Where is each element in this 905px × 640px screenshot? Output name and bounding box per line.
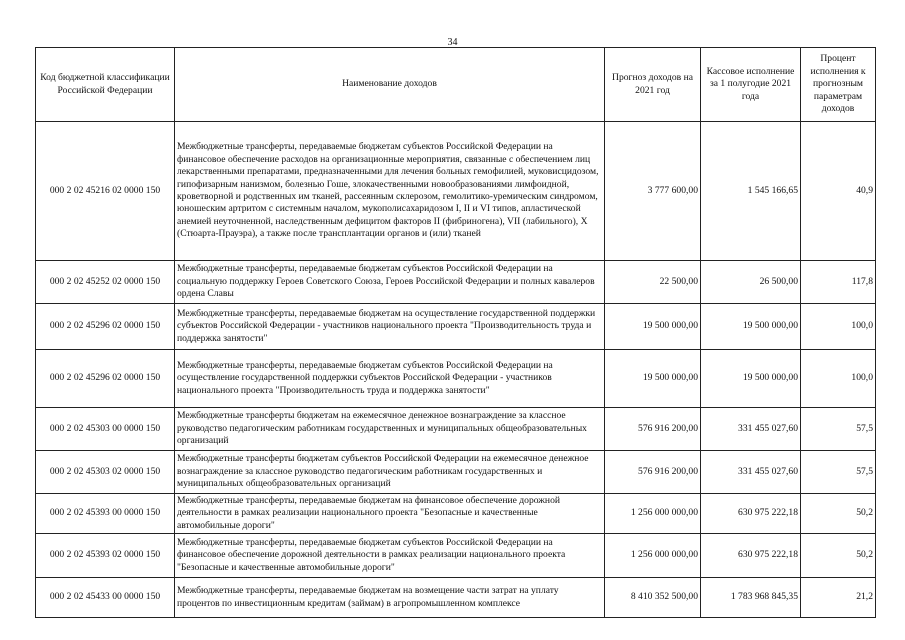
- table-row: [36, 261, 876, 304]
- row-cash: 630 975 222,18: [701, 534, 801, 578]
- row-code: 000 2 02 45433 00 0000 150: [36, 578, 175, 618]
- row-cash: 1 783 968 845,35: [701, 578, 801, 618]
- row-percent: 100,0: [801, 350, 876, 408]
- row-cash: 331 455 027,60: [701, 451, 801, 494]
- row-name: Межбюджетные трансферты, передаваемые бюджетам субъектов Российской Федерации на финансовое обеспечение дорожной деятельности в рамках реализации национального проекта "Безопасные и качественные автомобильные дороги": [175, 534, 605, 578]
- row-forecast: 22 500,00: [605, 261, 701, 304]
- table-row: [36, 350, 876, 408]
- row-code: 000 2 02 45216 02 0000 150: [36, 122, 175, 261]
- row-percent: 50,2: [801, 534, 876, 578]
- header-cash-execution: Кассовое исполнение за 1 полугодие 2021 года: [701, 48, 801, 122]
- budget-revenue-table: [35, 47, 876, 618]
- row-cash: 19 500 000,00: [701, 304, 801, 350]
- row-code: 000 2 02 45393 02 0000 150: [36, 534, 175, 578]
- header-name: Наименование доходов: [175, 48, 605, 122]
- row-name: Межбюджетные трансферты, передаваемые бюджетам субъектов Российской Федерации на осуществление государственной поддержки субъектов Российской Федерации - участников национального проекта "Производительность труда и поддержка занятости": [175, 350, 605, 408]
- row-code: 000 2 02 45393 00 0000 150: [36, 494, 175, 534]
- table-row: [36, 578, 876, 618]
- row-percent: 40,9: [801, 122, 876, 261]
- row-percent: 57,5: [801, 408, 876, 451]
- row-forecast: 1 256 000 000,00: [605, 534, 701, 578]
- row-code: 000 2 02 45296 02 0000 150: [36, 350, 175, 408]
- page-number: 34: [447, 37, 458, 48]
- row-forecast: 19 500 000,00: [605, 304, 701, 350]
- row-cash: 630 975 222,18: [701, 494, 801, 534]
- row-code: 000 2 02 45296 02 0000 150: [36, 304, 175, 350]
- row-code: 000 2 02 45303 00 0000 150: [36, 408, 175, 451]
- row-name: Межбюджетные трансферты, передаваемые бюджетам на финансовое обеспечение дорожной деятельности в рамках реализации национального проекта "Безопасные и качественные автомобильные дороги": [175, 494, 605, 534]
- row-code: 000 2 02 45252 02 0000 150: [36, 261, 175, 304]
- row-forecast: 3 777 600,00: [605, 122, 701, 261]
- row-forecast: 8 410 352 500,00: [605, 578, 701, 618]
- header-code: Код бюджетной классификации Российской Федерации: [36, 48, 175, 122]
- table-row: [36, 122, 876, 261]
- row-name: Межбюджетные трансферты, передаваемые бюджетам субъектов Российской Федерации на финансовое обеспечение расходов на организационные мероприятия, связанные с обеспечением лиц лекарственными препаратами, предназначенными для лечения больных гемофилией, муковисцидозом, гипофизарным нанизмом, болезнью Гоше, злокачественными новообразованиями лимфоидной, кроветворной и родственных им тканей, рассеянным склерозом, гемолитико-уремическим синдромом, юношеским артритом с системным началом, мукополисахаридозом I, II и VI типов, апластической анемией неуточненной, наследственным дефицитом факторов II (фибриногена), VII (лабильного), X (Стюарта-Прауэра), а также после трансплантации органов и (или) тканей: [175, 122, 605, 261]
- row-cash: 26 500,00: [701, 261, 801, 304]
- table-header-row: [36, 48, 876, 122]
- row-name: Межбюджетные трансферты, передаваемые бюджетам субъектов Российской Федерации на социальную поддержку Героев Советского Союза, Героев Российской Федерации и полных кавалеров ордена Славы: [175, 261, 605, 304]
- row-forecast: 576 916 200,00: [605, 451, 701, 494]
- row-forecast: 19 500 000,00: [605, 350, 701, 408]
- row-cash: 1 545 166,65: [701, 122, 801, 261]
- row-percent: 21,2: [801, 578, 876, 618]
- row-name: Межбюджетные трансферты бюджетам на ежемесячное денежное вознаграждение за классное руководство педагогическим работникам государственных и муниципальных общеобразовательных организаций: [175, 408, 605, 451]
- table-row: [36, 534, 876, 578]
- row-name: Межбюджетные трансферты, передаваемые бюджетам на возмещение части затрат на уплату процентов по инвестиционным кредитам (займам) в агропромышленном комплексе: [175, 578, 605, 618]
- row-cash: 331 455 027,60: [701, 408, 801, 451]
- row-percent: 117,8: [801, 261, 876, 304]
- row-percent: 50,2: [801, 494, 876, 534]
- table-row: [36, 451, 876, 494]
- table-row: [36, 408, 876, 451]
- header-percent: Процент исполнения к прогнозным параметрам доходов: [801, 48, 876, 122]
- row-code: 000 2 02 45303 02 0000 150: [36, 451, 175, 494]
- row-name: Межбюджетные трансферты, передаваемые бюджетам на осуществление государственной поддержки субъектов Российской Федерации - участников национального проекта "Производительность труда и поддержка занятости": [175, 304, 605, 350]
- row-forecast: 1 256 000 000,00: [605, 494, 701, 534]
- table-row: [36, 494, 876, 534]
- header-forecast: Прогноз доходов на 2021 год: [605, 48, 701, 122]
- row-forecast: 576 916 200,00: [605, 408, 701, 451]
- row-percent: 57,5: [801, 451, 876, 494]
- row-cash: 19 500 000,00: [701, 350, 801, 408]
- row-name: Межбюджетные трансферты бюджетам субъектов Российской Федерации на ежемесячное денежное вознаграждение за классное руководство педагогическим работникам государственных и муниципальных общеобразовательных организаций: [175, 451, 605, 494]
- table-row: [36, 304, 876, 350]
- row-percent: 100,0: [801, 304, 876, 350]
